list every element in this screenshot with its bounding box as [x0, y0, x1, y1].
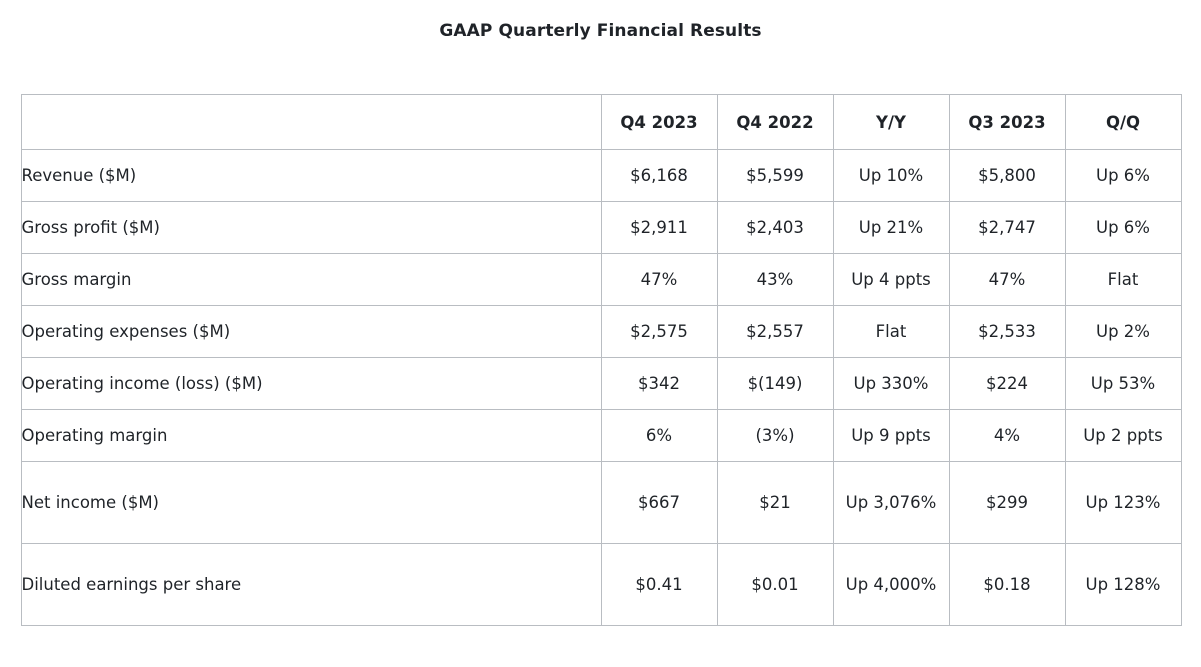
cell-value: $6,168 — [601, 150, 717, 202]
column-header-qoq: Q/Q — [1065, 95, 1181, 150]
row-label: Gross profit ($M) — [21, 202, 601, 254]
cell-value: $2,911 — [601, 202, 717, 254]
cell-value: 43% — [717, 254, 833, 306]
table-body — [21, 150, 1181, 626]
table-row — [21, 306, 1181, 358]
table-header-row — [21, 95, 1181, 150]
cell-value — [833, 544, 949, 626]
cell-value: $2,533 — [949, 306, 1065, 358]
cell-value — [833, 462, 949, 544]
cell-value: 4% — [949, 410, 1065, 462]
cell-value: $0.01 — [717, 544, 833, 626]
table-row — [21, 544, 1181, 626]
cell-value: Up 6% — [1065, 150, 1181, 202]
cell-value: Up 128% — [1065, 544, 1181, 626]
financial-table-container — [21, 94, 1181, 626]
table-row — [21, 202, 1181, 254]
cell-value: Up 9 ppts — [833, 410, 949, 462]
cell-value: $0.18 — [949, 544, 1065, 626]
row-label: Gross margin — [21, 254, 601, 306]
cell-value: $667 — [601, 462, 717, 544]
cell-value: 47% — [601, 254, 717, 306]
cell-value: $21 — [717, 462, 833, 544]
cell-value: Up 21% — [833, 202, 949, 254]
cell-value: $224 — [949, 358, 1065, 410]
column-header-q4-2022: Q4 2022 — [717, 95, 833, 150]
cell-value: Up 123% — [1065, 462, 1181, 544]
cell-value-text: Up 4,000% — [845, 574, 937, 594]
cell-value: Up 2% — [1065, 306, 1181, 358]
table-row — [21, 410, 1181, 462]
row-label: Revenue ($M) — [21, 150, 601, 202]
row-label: Operating income (loss) ($M) — [21, 358, 601, 410]
cell-value: Up 2 ppts — [1065, 410, 1181, 462]
table-row — [21, 462, 1181, 544]
page-title: GAAP Quarterly Financial Results — [439, 21, 762, 41]
cell-value: (3%) — [717, 410, 833, 462]
cell-value-text: Up 3,076% — [845, 492, 937, 512]
cell-value: Flat — [1065, 254, 1181, 306]
cell-value: $2,575 — [601, 306, 717, 358]
cell-value: $2,403 — [717, 202, 833, 254]
table-row — [21, 358, 1181, 410]
cell-value: Up 4 ppts — [833, 254, 949, 306]
cell-value: $2,557 — [717, 306, 833, 358]
table-corner-cell — [21, 95, 601, 150]
cell-value: Flat — [833, 306, 949, 358]
financial-results-table — [21, 94, 1182, 626]
cell-value: Up 6% — [1065, 202, 1181, 254]
cell-value: $0.41 — [601, 544, 717, 626]
row-label: Net income ($M) — [21, 462, 601, 544]
cell-value: $(149) — [717, 358, 833, 410]
column-header-q3-2023: Q3 2023 — [949, 95, 1065, 150]
row-label: Operating expenses ($M) — [21, 306, 601, 358]
cell-value: $2,747 — [949, 202, 1065, 254]
cell-value: $5,599 — [717, 150, 833, 202]
row-label: Operating margin — [21, 410, 601, 462]
cell-value: Up 330% — [833, 358, 949, 410]
cell-value: 47% — [949, 254, 1065, 306]
table-header — [21, 95, 1181, 150]
document-page — [0, 21, 1201, 667]
cell-value: Up 53% — [1065, 358, 1181, 410]
cell-value: $299 — [949, 462, 1065, 544]
cell-value: Up 10% — [833, 150, 949, 202]
table-row — [21, 150, 1181, 202]
column-header-yoy: Y/Y — [833, 95, 949, 150]
cell-value: $5,800 — [949, 150, 1065, 202]
row-label: Diluted earnings per share — [21, 544, 601, 626]
cell-value: $342 — [601, 358, 717, 410]
table-row — [21, 254, 1181, 306]
cell-value: 6% — [601, 410, 717, 462]
column-header-q4-2023: Q4 2023 — [601, 95, 717, 150]
